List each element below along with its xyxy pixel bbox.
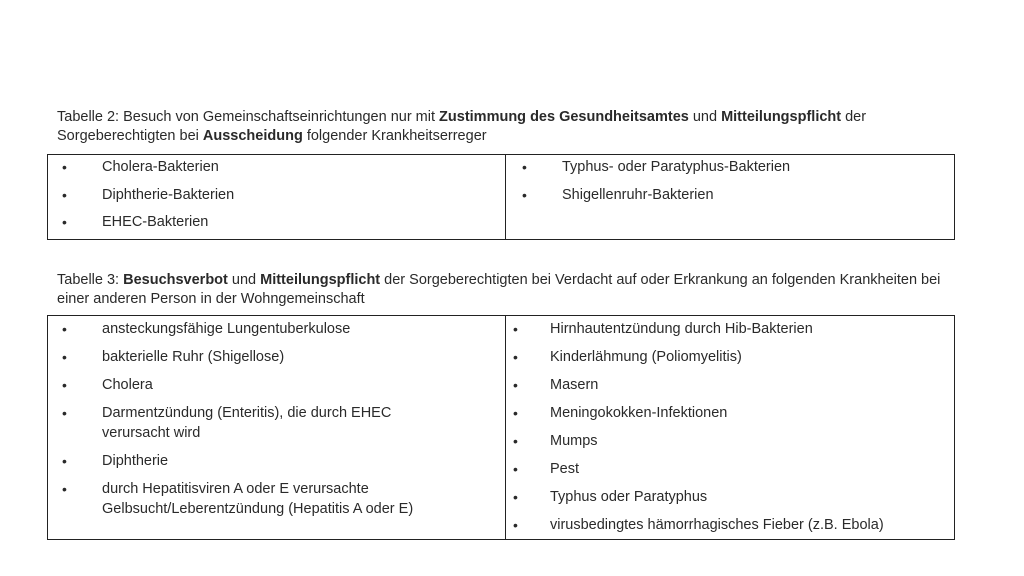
bullet-icon: • bbox=[513, 349, 518, 365]
list-item-text: Pest bbox=[550, 461, 580, 477]
table2-left-list bbox=[48, 155, 505, 240]
list-item bbox=[506, 515, 954, 535]
list-item-text: bakterielle Ruhr (Shigellose) bbox=[102, 349, 285, 365]
bullet-icon: • bbox=[62, 186, 67, 203]
bullet-icon: • bbox=[62, 349, 67, 365]
bullet-icon: • bbox=[62, 321, 67, 337]
list-item bbox=[506, 375, 954, 395]
bullet-icon: • bbox=[62, 481, 67, 497]
caption-segment: Tabelle 3: bbox=[57, 272, 124, 288]
bullet-icon: • bbox=[62, 453, 67, 469]
list-item-text: Typhus oder Paratyphus bbox=[550, 489, 708, 505]
list-item-text: Cholera bbox=[102, 377, 153, 393]
table3-caption bbox=[57, 271, 957, 309]
list-item-text: Masern bbox=[550, 377, 599, 393]
table3-right-column bbox=[506, 316, 954, 539]
caption-segment: Zustimmung des Gesundheitsamtes bbox=[439, 109, 689, 125]
bullet-icon: • bbox=[62, 405, 67, 421]
list-item bbox=[506, 185, 954, 213]
list-item-text: virusbedingtes hämorrhagisches Fieber (z.B. Ebola) bbox=[550, 517, 884, 533]
list-item bbox=[506, 459, 954, 479]
list-item bbox=[48, 185, 505, 213]
list-item bbox=[48, 212, 505, 240]
bullet-icon: • bbox=[62, 214, 67, 230]
table2-right-list bbox=[506, 155, 954, 212]
table3-left-column bbox=[48, 316, 506, 539]
bullet-icon: • bbox=[62, 159, 67, 175]
list-item bbox=[48, 157, 505, 185]
list-item-text: durch Hepatitisviren A oder E verursachte Gelbsucht/Leberentzündung (Hepatitis A oder E) bbox=[102, 481, 414, 517]
list-item-text: Diphtherie-Bakterien bbox=[102, 186, 235, 203]
bullet-icon: • bbox=[62, 377, 67, 393]
caption-segment: folgender Krankheitserreger bbox=[302, 128, 487, 144]
caption-segment: Mitteilungspflicht bbox=[721, 109, 842, 125]
list-item-text: EHEC-Bakterien bbox=[102, 214, 209, 230]
bullet-icon: • bbox=[513, 405, 518, 421]
list-item bbox=[506, 403, 954, 423]
list-item bbox=[48, 403, 505, 443]
list-item-text: Kinderlähmung (Poliomyelitis) bbox=[550, 349, 742, 365]
bullet-icon: • bbox=[513, 321, 518, 337]
table2-left-column bbox=[48, 155, 506, 239]
table3-left-list bbox=[48, 316, 505, 519]
list-item bbox=[48, 479, 505, 519]
list-item bbox=[506, 487, 954, 507]
caption-segment: und bbox=[227, 272, 261, 288]
list-item bbox=[506, 319, 954, 339]
list-item bbox=[48, 347, 505, 367]
caption-segment: der Sorgeberechtigten bei Verdacht auf oder Erkrankung an folgenden Krankheiten bei einer anderen Person in der Wohngemeinschaft bbox=[57, 272, 941, 307]
caption-segment: Ausscheidung bbox=[202, 128, 303, 144]
list-item-text: Cholera-Bakterien bbox=[102, 159, 219, 175]
list-item-text: ansteckungsfähige Lungentuberkulose bbox=[102, 321, 351, 337]
table3-right-list bbox=[506, 316, 954, 535]
table2-caption bbox=[57, 108, 957, 146]
list-item-text: Mumps bbox=[550, 433, 598, 449]
caption-segment: der Sorgeberechtigten bei bbox=[57, 109, 867, 144]
bullet-icon: • bbox=[513, 433, 518, 449]
bullet-icon: • bbox=[513, 489, 518, 505]
caption-segment: Tabelle 2: Besuch von Gemeinschaftseinrichtungen nur mit bbox=[57, 109, 440, 125]
list-item-text: Shigellenruhr-Bakterien bbox=[562, 186, 714, 203]
table3 bbox=[47, 315, 955, 540]
list-item-text: Darmentzündung (Enteritis), die durch EHEC verursacht wird bbox=[102, 405, 392, 441]
list-item-text: Diphtherie bbox=[102, 453, 169, 469]
list-item-text: Typhus- oder Paratyphus-Bakterien bbox=[562, 159, 791, 175]
list-item bbox=[506, 347, 954, 367]
list-item-text: Meningokokken-Infektionen bbox=[550, 405, 728, 421]
list-item bbox=[506, 157, 954, 185]
bullet-icon: • bbox=[522, 186, 527, 203]
table2-right-column bbox=[506, 155, 954, 239]
bullet-icon: • bbox=[513, 377, 518, 393]
table2 bbox=[47, 154, 955, 240]
list-item-text: Hirnhautentzündung durch Hib-Bakterien bbox=[550, 321, 813, 337]
caption-segment: und bbox=[688, 109, 722, 125]
caption-segment: Besuchsverbot bbox=[123, 272, 228, 288]
list-item bbox=[48, 319, 505, 339]
bullet-icon: • bbox=[522, 159, 527, 175]
list-item bbox=[48, 451, 505, 471]
bullet-icon: • bbox=[513, 517, 518, 533]
bullet-icon: • bbox=[513, 461, 518, 477]
caption-segment: Mitteilungspflicht bbox=[260, 272, 381, 288]
list-item bbox=[48, 375, 505, 395]
list-item bbox=[506, 431, 954, 451]
